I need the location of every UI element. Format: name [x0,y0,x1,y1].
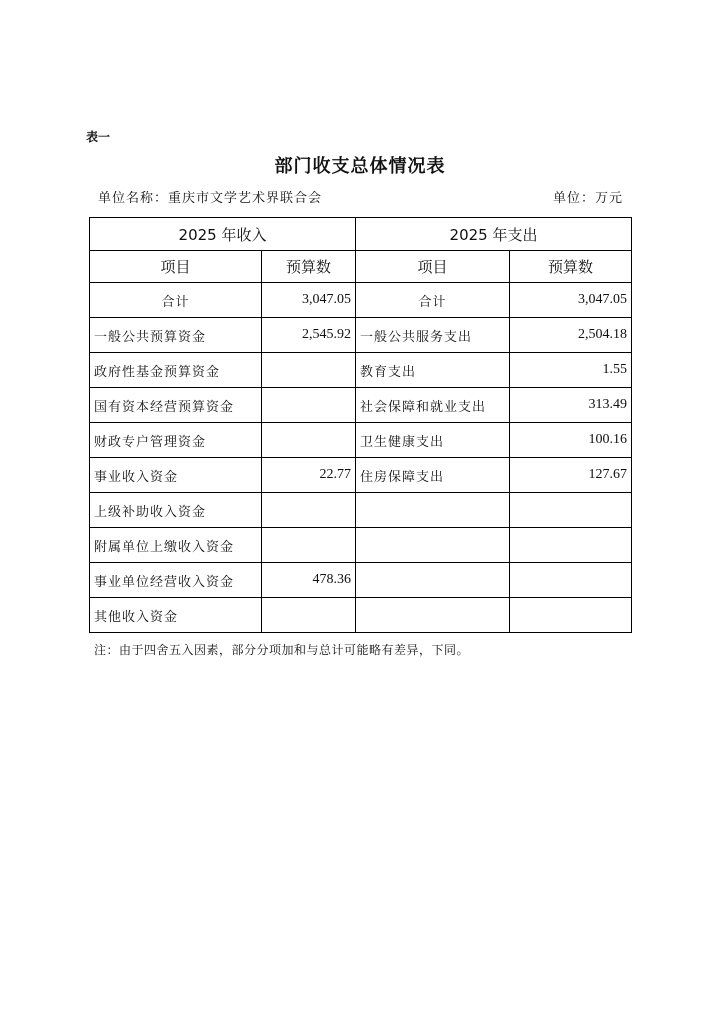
expense-amount-cell: 2,504.18 [510,318,632,353]
expense-amount-cell: 313.49 [510,388,632,423]
income-budget-header: 预算数 [262,251,356,283]
income-item-cell: 财政专户管理资金 [90,423,262,458]
section-header-row [90,218,632,251]
expense-item-header: 项目 [356,251,510,283]
income-amount-cell: 2,545.92 [262,318,356,353]
income-item-cell: 政府性基金预算资金 [90,353,262,388]
table-row [90,458,632,493]
income-item-cell: 附属单位上缴收入资金 [90,528,262,563]
income-amount-cell [262,598,356,633]
expense-amount-cell [510,528,632,563]
income-amount-cell [262,528,356,563]
expense-amount-cell: 127.67 [510,458,632,493]
expense-item-cell [356,528,510,563]
table-row [90,563,632,598]
expense-item-cell: 卫生健康支出 [356,423,510,458]
income-amount-cell: 478.36 [262,563,356,598]
expense-item-cell [356,563,510,598]
table-label: 表一 [86,130,111,144]
income-amount-cell: 22.77 [262,458,356,493]
income-item-cell: 其他收入资金 [90,598,262,633]
expense-item-cell [356,598,510,633]
income-item-cell: 事业单位经营收入资金 [90,563,262,598]
expense-item-cell [356,493,510,528]
income-item-cell: 上级补助收入资金 [90,493,262,528]
expense-amount-cell [510,563,632,598]
column-header-row [90,251,632,283]
expense-item-cell: 合计 [356,283,510,318]
expense-item-cell: 住房保障支出 [356,458,510,493]
expense-item-cell: 社会保障和就业支出 [356,388,510,423]
unit-name: 单位名称：重庆市文学艺术界联合会 [98,191,323,206]
expense-amount-cell: 1.55 [510,353,632,388]
expense-item-cell: 一般公共服务支出 [356,318,510,353]
income-item-cell: 国有资本经营预算资金 [90,388,262,423]
expense-header: 2025 年支出 [356,218,632,251]
expense-item-cell: 教育支出 [356,353,510,388]
page-title: 部门收支总体情况表 [274,156,446,177]
income-item-cell: 一般公共预算资金 [90,318,262,353]
income-item-cell: 事业收入资金 [90,458,262,493]
table-row [90,598,632,633]
expense-budget-header: 预算数 [510,251,632,283]
table-row [90,423,632,458]
expense-amount-cell [510,493,632,528]
income-header: 2025 年收入 [90,218,356,251]
table-row [90,493,632,528]
expense-amount-cell: 100.16 [510,423,632,458]
income-amount-cell: 3,047.05 [262,283,356,318]
table-row [90,388,632,423]
table-row [90,528,632,563]
expense-amount-cell: 3,047.05 [510,283,632,318]
income-item-cell: 合计 [90,283,262,318]
expense-amount-cell [510,598,632,633]
income-item-header: 项目 [90,251,262,283]
table-row [90,353,632,388]
footnote: 注：由于四舍五入因素，部分分项加和与总计可能略有差异，下同。 [94,643,470,657]
income-amount-cell [262,353,356,388]
income-amount-cell [262,493,356,528]
table-row [90,318,632,353]
table-row [90,283,632,318]
unit-measure: 单位：万元 [552,191,623,206]
budget-table [89,217,632,633]
income-amount-cell [262,388,356,423]
income-amount-cell [262,423,356,458]
